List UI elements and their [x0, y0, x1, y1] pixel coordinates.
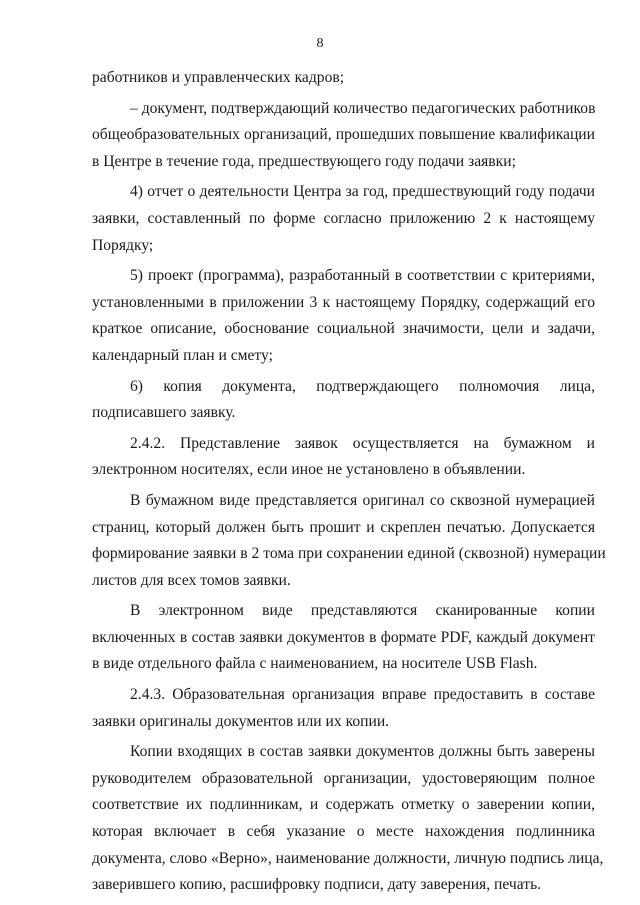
text-line: 6) копия документа, подтверждающего полномочия лица, [130, 377, 595, 395]
text-line: заявки оригиналы документов или их копии. [92, 712, 390, 730]
text-line: в виде отдельного файла с наименованием, на носителе USB Flash. [92, 655, 538, 673]
text-line: 2.4.3. Образовательная организация вправе предоставить в составе [130, 686, 595, 704]
text-line: календарный план и смету; [92, 346, 273, 364]
text-line: 2.4.2. Представление заявок осуществляется на бумажном и [130, 434, 595, 452]
text-line: Порядку; [92, 236, 154, 254]
text-line: – документ, подтверждающий количество педагогических работников [130, 99, 596, 117]
text-line: страниц, который должен быть прошит и скреплен печатью. Допускается [92, 518, 595, 536]
text-line: электронном носителях, если иное не установлено в объявлении. [92, 461, 526, 479]
text-line: включенных в состав заявки документов в формате PDF, каждый документ [92, 628, 595, 646]
text-line: 4) отчет о деятельности Центра за год, предшествующий году подачи [130, 183, 595, 201]
text-line: общеобразовательных организаций, прошедших повышение квалификации [92, 126, 595, 144]
text-line: руководителем образовательной организации, удостоверяющим полное [92, 769, 595, 787]
text-line: заверившего копию, расшифровку подписи, дату заверения, печать. [92, 876, 542, 894]
page-number: 8 [316, 36, 324, 51]
text-line: 5) проект (программа), разработанный в соответствии с критериями, [130, 267, 595, 285]
text-line: в Центре в течение года, предшествующего году подачи заявки; [92, 152, 516, 170]
text-line: В бумажном виде представляется оригинал со сквозной нумерацией [130, 491, 595, 509]
text-line: краткое описание, обоснование социальной значимости, цели и задачи, [92, 320, 595, 338]
text-line: В электронном виде представляются сканированные копии [130, 602, 595, 620]
text-line: которая включает в себя указание о месте нахождения подлинника [92, 823, 595, 841]
text-line: Копии входящих в состав заявки документов должны быть заверены [130, 743, 595, 761]
text-line: соответствие их подлинникам, и содержать отметку о заверении копии, [92, 796, 595, 814]
text-line: подписавшего заявку. [92, 404, 236, 422]
text-line: листов для всех томов заявки. [92, 571, 291, 589]
text-line: заявки, составленный по форме согласно приложению 2 к настоящему [92, 209, 595, 227]
text-line: формирование заявки в 2 тома при сохранении единой (сквозной) нумерации [92, 545, 606, 563]
text-line: установленными в приложении 3 к настоящему Порядку, содержащий его [92, 293, 595, 311]
text-line: работников и управленческих кадров; [92, 69, 345, 86]
document-body [92, 65, 606, 899]
text-line: документа, слово «Верно», наименование должности, личную подпись лица, [92, 849, 604, 867]
